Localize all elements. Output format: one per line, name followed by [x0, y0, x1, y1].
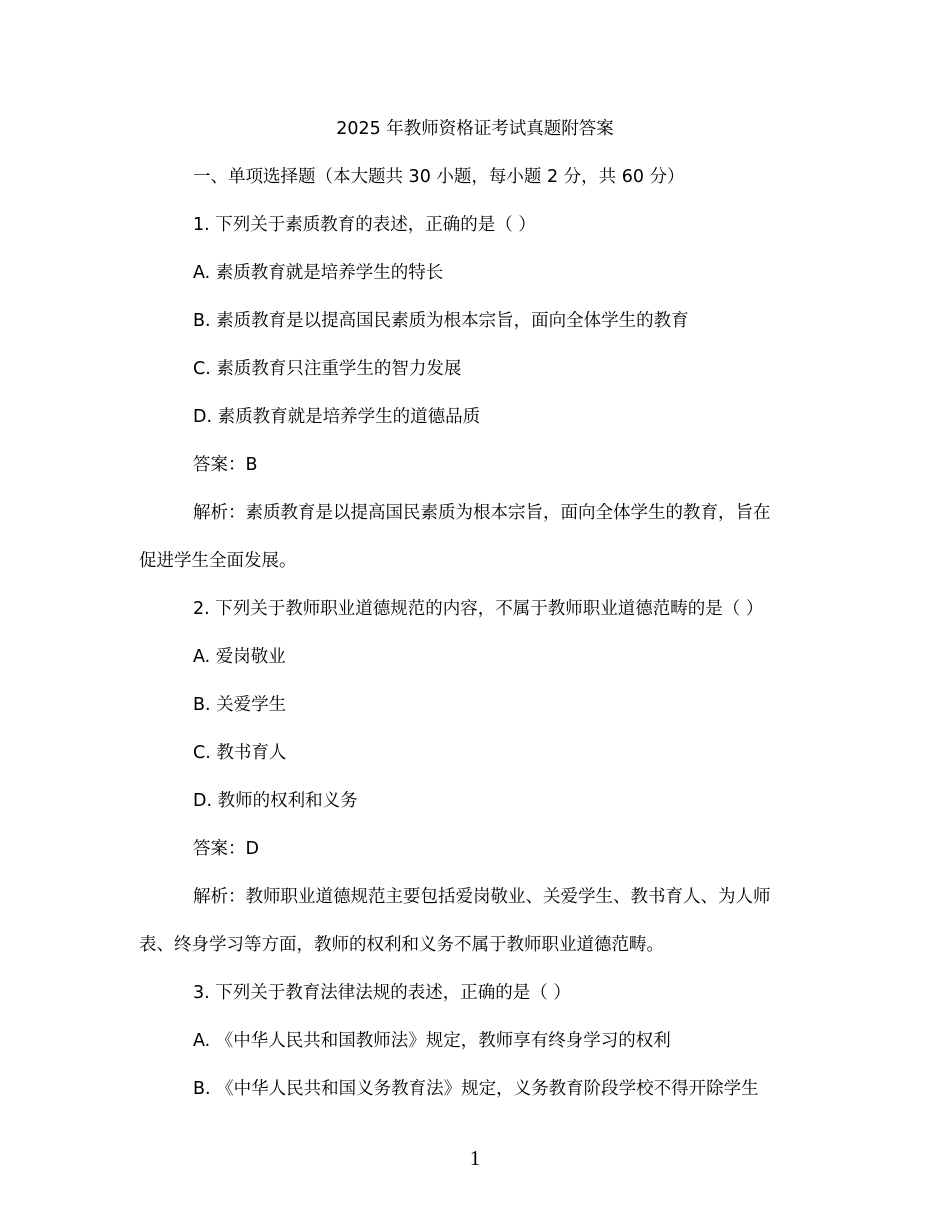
section-heading: 一、单项选择题（本大题共 30 小题，每小题 2 分，共 60 分）	[193, 167, 685, 187]
question-2-option-a: A. 爱岗敬业	[193, 647, 286, 667]
question-2-option-d: D. 教师的权利和义务	[193, 791, 358, 811]
question-1-option-b: B. 素质教育是以提高国民素质为根本宗旨，面向全体学生的教育	[193, 311, 689, 331]
document-title: 2025 年教师资格证考试真题附答案	[336, 119, 614, 139]
question-3-stem: 3. 下列关于教育法律法规的表述，正确的是（ ）	[193, 983, 571, 1003]
question-1-option-a: A. 素质教育就是培养学生的特长	[193, 263, 444, 283]
question-1-stem: 1. 下列关于素质教育的表述，正确的是（ ）	[193, 215, 536, 235]
question-3-option-a: A. 《中华人民共和国教师法》规定，教师享有终身学习的权利	[193, 1031, 671, 1051]
question-1-analysis-line-2: 促进学生全面发展。	[139, 551, 297, 571]
question-2-answer: 答案：D	[193, 839, 259, 859]
question-2-option-b: B. 关爱学生	[193, 695, 287, 715]
question-1-option-d: D. 素质教育就是培养学生的道德品质	[193, 407, 481, 427]
page-number: 1	[469, 1146, 481, 1170]
question-1-answer: 答案：B	[193, 455, 258, 475]
question-1-analysis-line-1: 解析：素质教育是以提高国民素质为根本宗旨，面向全体学生的教育，旨在	[193, 503, 771, 523]
question-1-option-c: C. 素质教育只注重学生的智力发展	[193, 359, 462, 379]
question-2-analysis-line-1: 解析：教师职业道德规范主要包括爱岗敬业、关爱学生、教书育人、为人师	[193, 887, 771, 907]
question-2-option-c: C. 教书育人	[193, 743, 287, 763]
question-2-analysis-line-2: 表、终身学习等方面，教师的权利和义务不属于教师职业道德范畴。	[139, 935, 664, 955]
question-3-option-b: B. 《中华人民共和国义务教育法》规定，义务教育阶段学校不得开除学生	[193, 1079, 759, 1099]
question-2-stem: 2. 下列关于教师职业道德规范的内容，不属于教师职业道德范畴的是（ ）	[193, 599, 764, 619]
